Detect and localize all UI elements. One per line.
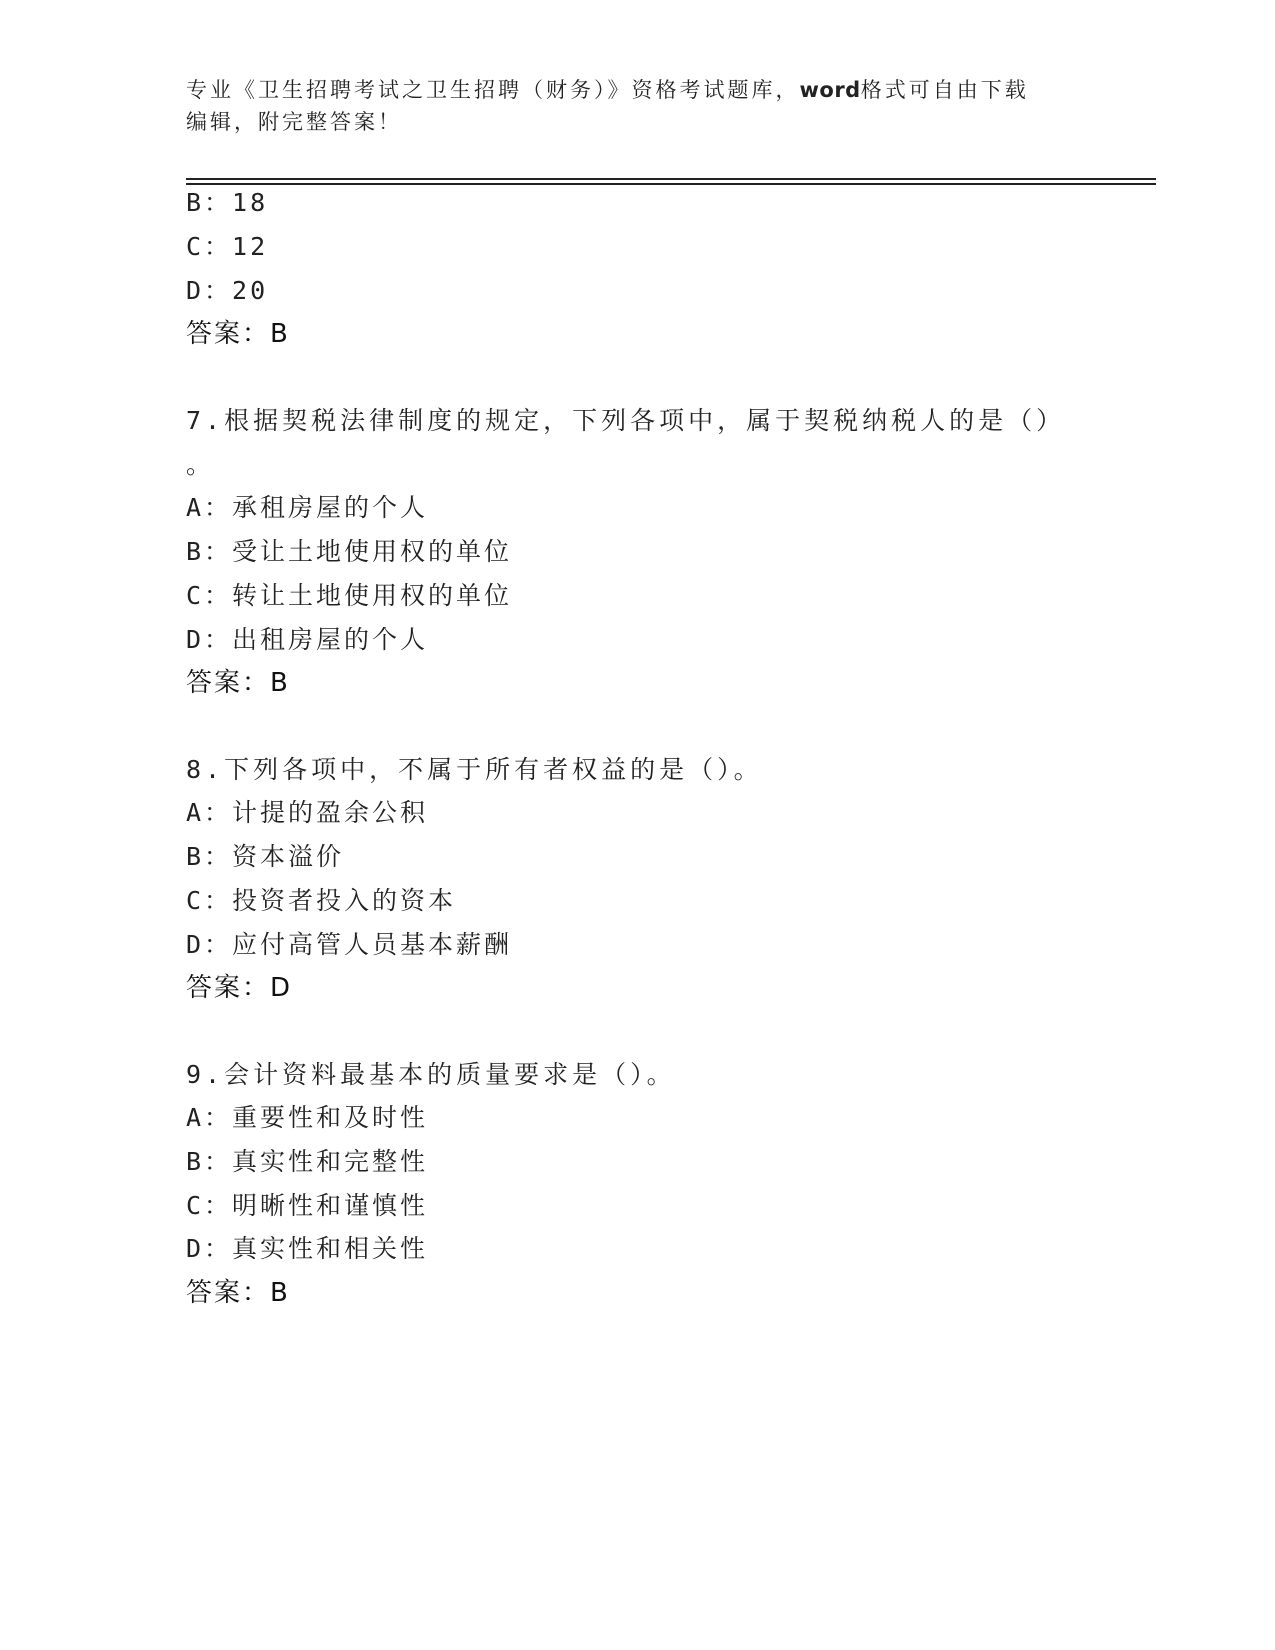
question-8-option-c: C：投资者投入的资本 <box>186 886 457 915</box>
header-line-1 <box>186 74 1086 106</box>
option-d: D：20 <box>186 276 269 305</box>
header-divider-bottom <box>186 183 1156 185</box>
question-7-text: 7.根据契税法律制度的规定，下列各项中，属于契税纳税人的是（） <box>186 406 1066 435</box>
question-8-answer: 答案：D <box>186 973 293 1003</box>
option-c: C：12 <box>186 232 269 261</box>
question-9-text: 9.会计资料最基本的质量要求是（）。 <box>186 1060 676 1089</box>
question-9-option-d: D：真实性和相关性 <box>186 1234 429 1263</box>
option-b: B：18 <box>186 188 269 217</box>
question-7-text-continuation: 。 <box>186 450 215 479</box>
question-8-option-d: D：应付高管人员基本薪酬 <box>186 930 513 959</box>
header-divider-top <box>186 178 1156 180</box>
question-7-option-c: C：转让土地使用权的单位 <box>186 581 513 610</box>
question-9-answer: 答案：B <box>186 1278 290 1308</box>
question-7-answer: 答案：B <box>186 668 290 698</box>
question-8-option-a: A：计提的盈余公积 <box>186 798 429 827</box>
question-9-option-b: B：真实性和完整性 <box>186 1147 429 1176</box>
answer-line: 答案：B <box>186 319 290 349</box>
question-7-option-b: B：受让土地使用权的单位 <box>186 537 513 566</box>
header-text-a: 专业《卫生招聘考试之卫生招聘（财务）》资格考试题库， <box>186 78 800 102</box>
header-word-format: word <box>799 78 861 102</box>
question-7-option-a: A：承租房屋的个人 <box>186 493 429 522</box>
question-7-option-d: D：出租房屋的个人 <box>186 625 429 654</box>
question-9-option-c: C：明晰性和谨慎性 <box>186 1191 429 1220</box>
question-8-text: 8.下列各项中，不属于所有者权益的是（）。 <box>186 755 763 784</box>
question-8-option-b: B：资本溢价 <box>186 842 345 871</box>
header-text-b: 格式可自由下载 <box>860 78 1029 102</box>
header-line-2: 编辑，附完整答案！ <box>186 110 402 134</box>
document-header <box>186 74 1086 138</box>
question-9-option-a: A：重要性和及时性 <box>186 1103 429 1132</box>
